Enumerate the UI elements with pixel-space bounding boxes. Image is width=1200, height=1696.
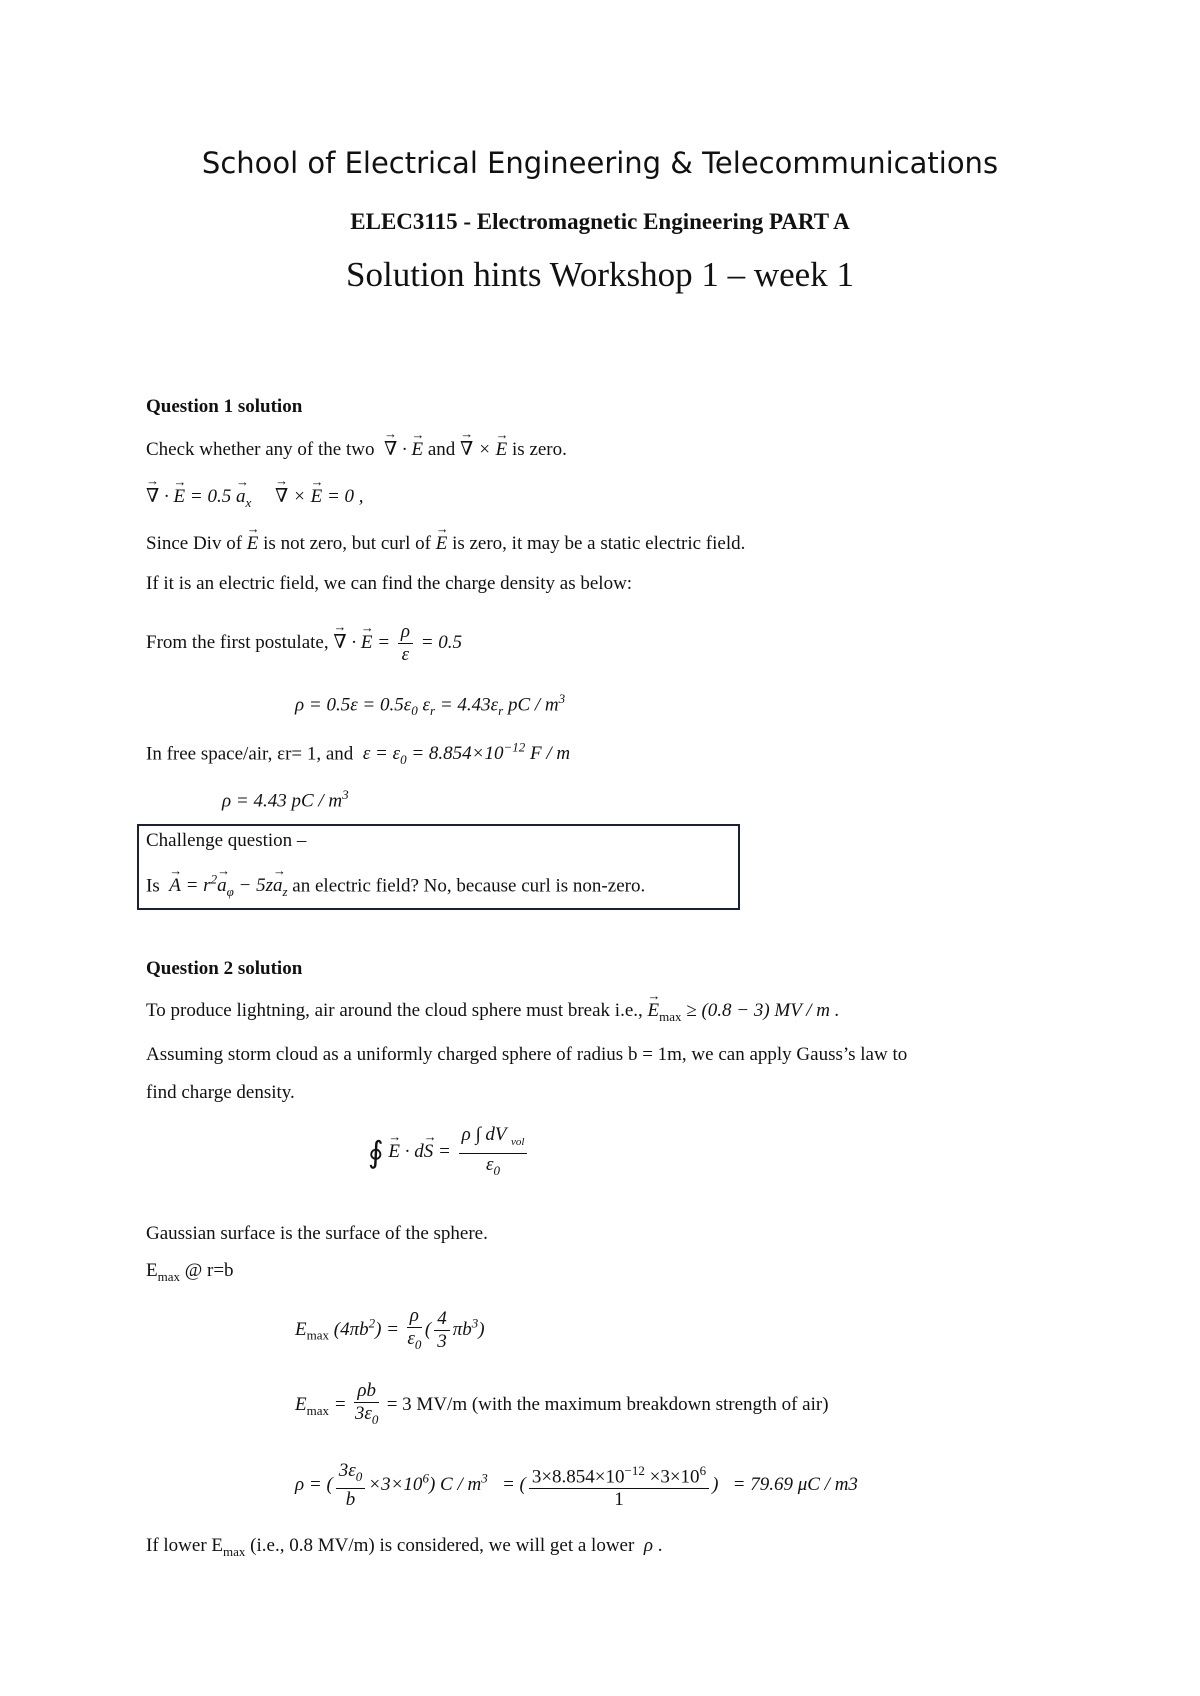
q2-assuming: Assuming storm cloud as a uniformly charged sphere of radius b = 1m, we can apply Gauss’s law to	[146, 1044, 908, 1065]
curl-operator: → ∇ × → E	[460, 439, 507, 460]
school-title: School of Electrical Engineering & Telecommunications	[201, 146, 999, 180]
q1-since-text-c: is zero, it may be a static electric field.	[452, 533, 746, 554]
q1-check-line	[146, 438, 567, 461]
q2-lower-text-b: (i.e., 0.8 MV/m) is considered, we will get a lower	[250, 1535, 635, 1556]
q1-since-text-b: is not zero, but curl of	[263, 533, 431, 554]
q1-postulate-line	[146, 621, 462, 666]
q1-since-line	[146, 533, 745, 555]
q2-lightning-text: To produce lightning, air around the cloud sphere must break i.e.,	[146, 1000, 643, 1021]
challenge-answer: an electric field? No, because curl is non-zero.	[292, 875, 646, 897]
q2-breakdown-text: = 3 MV/m (with the maximum breakdown strength of air)	[386, 1393, 829, 1415]
rho-result: = 79.69 μC / m3	[732, 1474, 858, 1496]
page-title: Solution hints Workshop 1 – week 1	[346, 255, 854, 294]
q2-lightning-line	[146, 1000, 840, 1025]
q2-find: find charge density.	[146, 1082, 295, 1103]
challenge-is-text: Is	[146, 875, 160, 897]
rho-equation: $\rho = 0.5\varepsilon = 0.5\varepsilon_0$ $\varepsilon_r = 4.43\varepsilon_r$ pC / $m^3$	[295, 691, 566, 719]
rho-final-equation: ρ = 4.43 pC / $m^3$	[222, 787, 349, 812]
q2-heading: Question 2 solution	[146, 958, 303, 979]
epsilon-equation: $\varepsilon = \varepsilon_0 = 8.854\times 10^{-12}$ F / m	[358, 740, 571, 768]
q2-gaussian: Gaussian surface is the surface of the sphere.	[146, 1223, 488, 1244]
challenge-equation: → $A = r^2\to a_\varphi - 5z\to a_z$	[164, 875, 287, 896]
q1-check-text-a: Check whether any of the two	[146, 439, 375, 460]
gauss-law-equation: ∮ → E · d→ S = $\frac{\rho \int dV _{vol}}{\varepsilon_0}$	[368, 1124, 530, 1182]
q1-free-space-line	[146, 740, 570, 768]
emax-condition: → $E_{max} \ge (0.8 - 3)$ MV / m .	[648, 1000, 840, 1021]
q1-check-text-c: is zero.	[512, 439, 567, 460]
q1-free-space-text: In free space/air, εr= 1, and	[146, 743, 354, 765]
q2-emax-at-line: $E_{max}$ @ r=b	[146, 1260, 234, 1284]
course-title: ELEC3115 - Electromagnetic Engineering PART A	[350, 209, 850, 234]
emax-area-equation: $E_{max}$ $(4\pi b^2)$ = $\frac{\rho}{\varepsilon_0}$ ( $\frac{4}{3}$ $\pi b^3$)	[295, 1305, 485, 1352]
div-operator: → ∇ · → E	[379, 439, 423, 460]
q2-lower-text-a: If lower E	[146, 1535, 224, 1556]
e-vector: → E	[436, 533, 448, 555]
q1-divcurl-equation: → ∇ · → $E = 0.5 \to a_x$ → ∇ × → E = 0 ,	[146, 485, 364, 511]
rho-symbol: ρ	[639, 1535, 653, 1556]
q1-if-electric: If it is an electric field, we can find the charge density as below:	[146, 573, 633, 594]
q1-heading: Question 1 solution	[146, 396, 303, 417]
q1-postulate-text: From the first postulate,	[146, 631, 329, 653]
q2-emax-at-text: @ r=b	[184, 1260, 234, 1281]
challenge-question	[146, 872, 645, 900]
q1-since-text-a: Since Div of	[146, 533, 243, 554]
challenge-label: Challenge question –	[146, 830, 307, 851]
e-vector: → E	[247, 533, 259, 555]
q2-lower-line: If lower $E_{max}$ (i.e., 0.8 MV/m) is considered, we will get a lower ρ .	[146, 1535, 663, 1559]
emax-breakdown-line: $E_{max}$ = $\frac{\rho b}{3\varepsilon_0}$ = 3 MV/m (with the maximum breakdown strength of air)	[295, 1380, 829, 1427]
rho-calculation-line: ρ = ( $\frac{3\varepsilon_0}{b}$ $\times 3\times 10^6$) C / $m^3$ = ( $\frac{3\times 8.854\times 10^{-12} \times 3\times 10^6}{1}$ ) = 79.69 μC / m3	[295, 1460, 858, 1511]
postulate-equation: → ∇ · → E = $\frac{\rho}{\varepsilon}$ = 0.5	[333, 632, 462, 653]
q1-check-text-b: and	[427, 439, 456, 460]
